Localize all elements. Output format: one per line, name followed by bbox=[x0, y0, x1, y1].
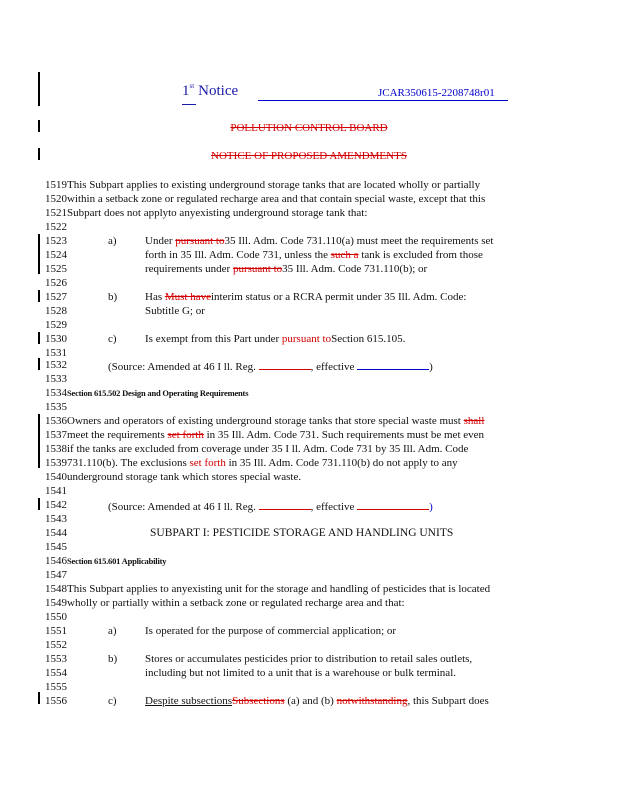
line-number: 1542 bbox=[45, 499, 67, 511]
line-1524 bbox=[45, 248, 67, 262]
source-text: ) bbox=[429, 501, 433, 513]
line-number: 1554 bbox=[45, 667, 67, 679]
line-number: 1544 bbox=[45, 527, 67, 539]
effective-date-blank bbox=[357, 358, 429, 370]
line-1554 bbox=[45, 666, 67, 680]
header-underline bbox=[182, 104, 196, 105]
item-label-a: a) bbox=[108, 235, 117, 247]
line-text: in 35 Ill. Adm. Code 731.110(b) do not apply to any bbox=[225, 457, 458, 469]
line-1545 bbox=[45, 540, 67, 554]
source-text: ) bbox=[429, 361, 433, 373]
line-1550 bbox=[45, 610, 67, 624]
item-c-text bbox=[145, 332, 405, 346]
section-heading: Section 615.601 Applicability bbox=[67, 556, 167, 566]
inserted-text: set forth bbox=[189, 457, 226, 469]
notice-of-amendments: NOTICE OF PROPOSED AMENDMENTS bbox=[211, 150, 407, 162]
notice-heading bbox=[182, 82, 238, 100]
line-1552 bbox=[45, 638, 67, 652]
item-b-text-2: Subtitle G; or bbox=[145, 305, 205, 317]
line-number: 1522 bbox=[45, 221, 67, 233]
line-text: This Subpart applies to anyexisting unit for the storage and handling of pesticides that is located bbox=[67, 583, 491, 595]
line-text: Under bbox=[145, 235, 176, 247]
line-text: requirements under bbox=[145, 263, 233, 275]
line-text: tank is excluded from those bbox=[358, 249, 483, 261]
line-text: within a setback zone or regulated recharge area and that contain special waste, except that this bbox=[67, 193, 486, 205]
line-number: 1540 bbox=[45, 471, 67, 483]
item-c-text bbox=[145, 694, 489, 708]
change-bar bbox=[38, 290, 40, 302]
line-number: 1519 bbox=[45, 179, 67, 191]
line-text: , this Subpart does bbox=[407, 695, 489, 707]
line-1543 bbox=[45, 512, 67, 526]
line-1544 bbox=[45, 526, 67, 540]
source-note bbox=[108, 498, 433, 514]
line-number: 1539 bbox=[45, 457, 67, 469]
line-number: 1524 bbox=[45, 249, 67, 261]
line-1535 bbox=[45, 400, 67, 414]
line-number: 1532 bbox=[45, 359, 67, 371]
source-text: , effective bbox=[310, 361, 358, 373]
line-number: 1546 bbox=[45, 555, 67, 567]
line-1534 bbox=[45, 386, 248, 400]
notice-title: Notice bbox=[198, 83, 239, 99]
line-text: Section 615.105. bbox=[331, 333, 406, 345]
line-number: 1533 bbox=[45, 373, 67, 385]
inserted-text: pursuant to bbox=[281, 333, 332, 345]
line-1520 bbox=[45, 192, 485, 206]
line-text: wholly or partially within a setback zone or regulated recharge area and that: bbox=[67, 597, 405, 609]
deleted-text: such a bbox=[330, 249, 359, 261]
register-blank bbox=[259, 498, 311, 510]
line-1538 bbox=[45, 442, 468, 456]
line-1553 bbox=[45, 652, 67, 666]
item-label-b: b) bbox=[108, 653, 118, 665]
deleted-text: set forth bbox=[167, 429, 204, 441]
line-1556 bbox=[45, 694, 67, 708]
line-1530 bbox=[45, 332, 67, 346]
line-number: 1536 bbox=[45, 415, 67, 427]
change-bar bbox=[38, 358, 40, 370]
line-1546 bbox=[45, 554, 166, 568]
line-1522 bbox=[45, 220, 67, 234]
line-1527 bbox=[45, 290, 67, 304]
item-label-b: b) bbox=[108, 291, 118, 303]
document-reference: JCAR350615-2208748r01 bbox=[378, 87, 495, 99]
item-a-text-3 bbox=[145, 262, 427, 276]
line-text: Has bbox=[145, 291, 165, 303]
section-heading: Section 615.502 Design and Operating Requirements bbox=[67, 388, 249, 398]
board-name: POLLUTION CONTROL BOARD bbox=[230, 122, 388, 134]
line-number: 1549 bbox=[45, 597, 67, 609]
change-bar bbox=[38, 72, 40, 106]
item-a-text-1 bbox=[145, 234, 494, 248]
line-text: meet the requirements bbox=[67, 429, 168, 441]
line-number: 1548 bbox=[45, 583, 67, 595]
line-number: 1553 bbox=[45, 653, 67, 665]
line-1519 bbox=[45, 178, 480, 192]
line-number: 1521 bbox=[45, 207, 67, 219]
line-1549 bbox=[45, 596, 405, 610]
item-label-c: c) bbox=[108, 695, 117, 707]
line-text: 35 Ill. Adm. Code 731.110(a) must meet the requirements set bbox=[224, 235, 494, 247]
deleted-text: Subsections bbox=[232, 695, 285, 707]
source-text: , effective bbox=[310, 501, 358, 513]
line-1541 bbox=[45, 484, 67, 498]
change-bar bbox=[38, 414, 40, 468]
line-1523 bbox=[45, 234, 67, 248]
line-number: 1527 bbox=[45, 291, 67, 303]
line-number: 1555 bbox=[45, 681, 67, 693]
deleted-text: Must have bbox=[164, 291, 211, 303]
line-1542 bbox=[45, 498, 67, 512]
line-number: 1530 bbox=[45, 333, 67, 345]
deleted-text: shall bbox=[463, 415, 485, 427]
deleted-text: pursuant to bbox=[232, 263, 283, 275]
line-number: 1547 bbox=[45, 569, 67, 581]
line-number: 1520 bbox=[45, 193, 67, 205]
line-text: Is exempt from this Part under bbox=[145, 333, 282, 345]
change-bar bbox=[38, 498, 40, 510]
line-text: interim status or a RCRA permit under 35 Ill. Adm. Code: bbox=[211, 291, 467, 303]
line-text: 35 Ill. Adm. Code 731.110(b); or bbox=[282, 263, 428, 275]
item-label-a: a) bbox=[108, 625, 117, 637]
line-number: 1528 bbox=[45, 305, 67, 317]
line-text: underground storage tank which stores special waste. bbox=[67, 471, 302, 483]
line-number: 1550 bbox=[45, 611, 67, 623]
line-number: 1526 bbox=[45, 277, 67, 289]
line-1537 bbox=[45, 428, 484, 442]
line-1539 bbox=[45, 456, 458, 470]
line-1532 bbox=[45, 358, 67, 372]
line-text: Owners and operators of existing underground storage tanks that store special waste must bbox=[67, 415, 464, 427]
source-note bbox=[108, 358, 433, 374]
inserted-text: Despite subsections bbox=[145, 695, 233, 707]
line-number: 1529 bbox=[45, 319, 67, 331]
notice-number-suffix: st bbox=[189, 82, 195, 90]
line-text: (a) and (b) bbox=[284, 695, 337, 707]
line-number: 1538 bbox=[45, 443, 67, 455]
line-text: forth in 35 Ill. Adm. Code 731, unless the bbox=[145, 249, 331, 261]
line-text: This Subpart applies to existing underground storage tanks that are located wholly or partially bbox=[67, 179, 481, 191]
item-a-text-2 bbox=[145, 248, 483, 262]
item-b-text-1: Stores or accumulates pesticides prior to distribution to retail sales outlets, bbox=[145, 653, 473, 665]
line-number: 1531 bbox=[45, 347, 67, 359]
notice-number: 1 bbox=[182, 83, 190, 99]
deleted-text: pursuant to bbox=[175, 235, 225, 247]
line-number: 1541 bbox=[45, 485, 67, 497]
item-label-c: c) bbox=[108, 333, 117, 345]
change-bar bbox=[38, 332, 40, 344]
line-number: 1525 bbox=[45, 263, 67, 275]
line-1548 bbox=[45, 582, 490, 596]
change-bar bbox=[38, 692, 40, 704]
line-number: 1534 bbox=[45, 387, 67, 399]
effective-date-blank bbox=[357, 498, 429, 510]
line-text: in 35 Ill. Adm. Code 731. Such requirements must be met even bbox=[203, 429, 485, 441]
item-a-text: Is operated for the purpose of commercial application; or bbox=[145, 625, 397, 637]
line-1540 bbox=[45, 470, 301, 484]
line-number: 1545 bbox=[45, 541, 67, 553]
deleted-text: notwithstanding bbox=[336, 695, 408, 707]
line-1521 bbox=[45, 206, 367, 220]
source-text: (Source: Amended at 46 I ll. Reg. bbox=[108, 361, 259, 373]
source-text: (Source: Amended at 46 I ll. Reg. bbox=[108, 501, 259, 513]
line-text: if the tanks are excluded from coverage under 35 I ll. Adm. Code 731 by 35 Ill. Adm. Code bbox=[67, 443, 469, 455]
line-1533 bbox=[45, 372, 67, 386]
line-1526 bbox=[45, 276, 67, 290]
line-number: 1543 bbox=[45, 513, 67, 525]
line-number: 1535 bbox=[45, 401, 67, 413]
line-number: 1552 bbox=[45, 639, 67, 651]
register-blank bbox=[259, 358, 311, 370]
line-number: 1523 bbox=[45, 235, 67, 247]
line-text: 731.110(b). The exclusions bbox=[67, 457, 190, 469]
line-1525 bbox=[45, 262, 67, 276]
line-number: 1551 bbox=[45, 625, 67, 637]
line-text: Subpart does not applyto anyexisting underground storage tank that: bbox=[67, 207, 368, 219]
line-1529 bbox=[45, 318, 67, 332]
line-1547 bbox=[45, 568, 67, 582]
subpart-heading: SUBPART I: PESTICIDE STORAGE AND HANDLING UNITS bbox=[150, 527, 454, 539]
item-b-text-2: including but not limited to a unit that is a warehouse or bulk terminal. bbox=[145, 667, 456, 679]
line-1528 bbox=[45, 304, 67, 318]
change-bar bbox=[38, 234, 40, 274]
line-1536 bbox=[45, 414, 484, 428]
line-number: 1556 bbox=[45, 695, 67, 707]
line-1551 bbox=[45, 624, 67, 638]
line-1555 bbox=[45, 680, 67, 694]
item-b-text-1 bbox=[145, 290, 466, 304]
line-number: 1537 bbox=[45, 429, 67, 441]
